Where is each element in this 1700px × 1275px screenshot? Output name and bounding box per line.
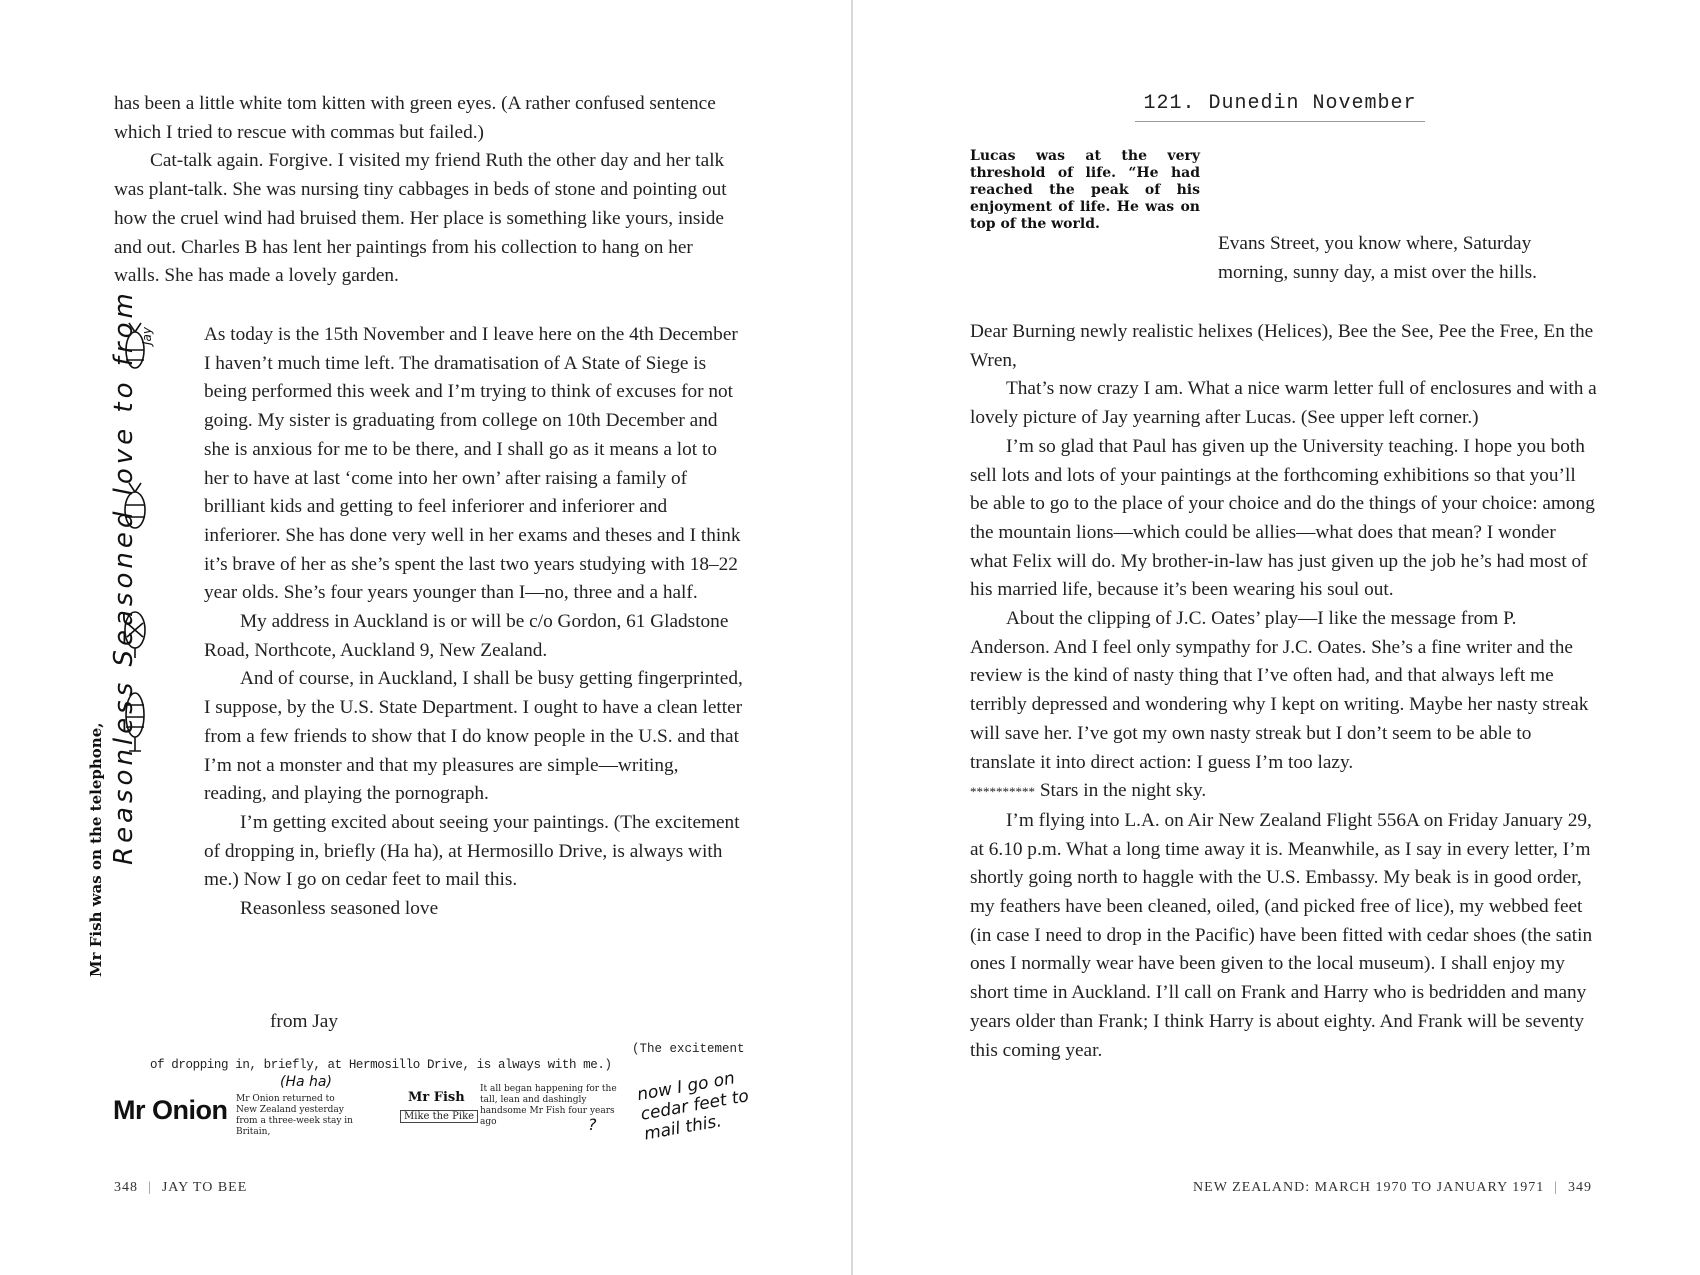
typed-line-2: of dropping in, briefly, at Hermosillo Drive, is always with me.)	[150, 1058, 612, 1072]
mr-fish-headline: Mr Fish	[408, 1090, 465, 1105]
letter-paragraph-3: And of course, in Auckland, I shall be busy getting fingerprinted, I suppose, by the U.S. State Department. I ought to have a clean letter from a few friends to show that I do know people in the U.S. and that I’m not a monster and that my pleasures are simple—writing, reading, and playing the pornograph.	[204, 668, 743, 805]
right-paragraph-1: That’s now crazy I am. What a nice warm letter full of enclosures and with a lovely picture of Jay yearning after Lucas. (See upper left corner.)	[970, 378, 1597, 429]
right-letter	[970, 318, 1598, 1065]
folio-separator: |	[148, 1180, 152, 1195]
mr-onion-headline: Mr Onion	[113, 1095, 228, 1125]
stars: **********	[970, 784, 1035, 800]
typed-line-1: (The excitement	[632, 1042, 745, 1056]
onion-clipping: Mr Onion returned to New Zealand yesterday from a three-week stay in Britain,	[236, 1094, 353, 1137]
margin-collage	[85, 289, 180, 985]
left-folio	[114, 1180, 247, 1196]
margin-small-note: Jay	[140, 327, 154, 345]
header-rule	[1135, 121, 1425, 122]
stars-line	[970, 777, 1598, 807]
opening-text: Evans Street, you know where, Saturday morning, sunny day, a mist over the hills.	[1218, 233, 1537, 283]
left-intro	[114, 90, 734, 291]
intro-paragraph-2: Cat-talk again. Forgive. I visited my friend Ruth the other day and her talk was plant-talk. She was nursing tiny cabbages in beds of stone and pointing out how the cruel wind had bruised them. Her place is something like yours, inside and out. Charles B has lent her paintings from his collection to hang on her walls. She has made a lovely garden.	[114, 150, 727, 287]
right-folio	[1193, 1180, 1592, 1196]
ha-ha-handwriting: (Ha ha)	[280, 1074, 332, 1090]
letter-paragraph-1: As today is the 15th November and I leave here on the 4th December I haven’t much time left. The dramatisation of A State of Siege is being performed this week and I’m trying to think of excuses for not going. My sister is graduating from college on 10th December and she is anxious for me to be there, and I shall go as it means a lot to her to have at last ‘come into her own’ after raising a family of brilliant kids and getting to feel inferiorer and inferiorer and inferiorer. She has done very well in her exams and theses and I think it’s brave of her as she’s spent the last two years studying with 18–22 year olds. She’s four years younger than I—no, three and a half.	[204, 324, 741, 604]
letter-header: 121. Dunedin November	[1143, 92, 1417, 115]
right-running-title: NEW ZEALAND: MARCH 1970 TO JANUARY 1971	[1193, 1180, 1545, 1195]
margin-clipping: Mr Fish was on the telephone,	[87, 722, 105, 977]
right-paragraph-2: I’m so glad that Paul has given up the University teaching. I hope you both sell lots and lots of your paintings at the forthcoming exhibitions so that you’ll be able to go to the place of your choice and do the things of your choice: among the mountain lions—which could be allies—what does that mean? I wonder what Felix will do. My brother-in-law has just given up the job he’s had most of his married life, because it’s been wearing his soul out.	[970, 435, 1595, 601]
left-page-number: 348	[114, 1180, 138, 1195]
margin-handwriting: Reasonless Seasoned love to from	[109, 289, 139, 865]
right-page-number: 349	[1568, 1180, 1592, 1195]
intro-paragraph-1: has been a little white tom kitten with green eyes. (A rather confused sentence which I tried to rescue with commas but failed.)	[114, 93, 716, 143]
lucas-clipping: Lucas was at the very threshold of life. “He had reached the peak of his enjoyment of life. He was on top of the world.	[970, 148, 1200, 232]
letter-paragraph-4: I’m getting excited about seeing your paintings. (The excitement of dropping in, briefly (Ha ha), at Hermosillo Drive, is always with me.) Now I go on cedar feet to mail this.	[204, 811, 740, 891]
left-running-title: JAY TO BEE	[161, 1180, 248, 1195]
salutation: Dear Burning newly realistic helixes (Helices), Bee the See, Pee the Free, En the Wren,	[970, 321, 1594, 371]
stars-text: Stars in the night sky.	[1039, 780, 1207, 802]
opening-line-1	[1218, 230, 1578, 287]
bottom-collage	[110, 1040, 760, 1160]
left-letter	[204, 321, 744, 924]
fish-clipping: It all began happening for the tall, lean and dashingly handsome Mr Fish four years ago	[480, 1084, 617, 1127]
signoff: from Jay	[270, 1011, 339, 1032]
folio-separator-right: |	[1554, 1180, 1558, 1195]
letter-paragraph-2: My address in Auckland is or will be c/o Gordon, 61 Gladstone Road, Northcote, Auckland 9, New Zealand.	[204, 611, 729, 661]
question-mark: ?	[588, 1115, 597, 1134]
fish-subtitle: Mike the Pike	[400, 1110, 478, 1123]
now-i-go-handwriting: now I go on cedar feet to mail this.	[635, 1068, 751, 1145]
letter-paragraph-5: Reasonless seasoned love	[240, 898, 439, 920]
right-paragraph-3: About the clipping of J.C. Oates’ play—I like the message from P. Anderson. And I feel only sympathy for J.C. Oates. She’s a fine writer and the review is the kind of nasty thing that I’ve often had, and that always left me terribly depressed and wondering why I kept on writing. Maybe her nasty streak will save her. I’ve got my own nasty streak but I don’t seem to be able to translate it into direct action: I guess I’m too lazy.	[970, 608, 1589, 773]
fish-doodles	[85, 305, 180, 985]
right-paragraph-4: I’m flying into L.A. on Air New Zealand Flight 556A on Friday January 29, at 6.10 p.m. What a long time away it is. Meanwhile, as I say in every letter, I’m shortly going north to haggle with the U.S. Embassy. My beak is in good order, my feathers have been cleaned, oiled, (and picked free of lice), my webbed feet (in case I need to drop in the Pacific) have been fitted with cedar shoes (the satin ones I normally wear have been given to the local museum). I shall enjoy my short time in Auckland. I’ll call on Frank and Harry who is bedridden and many years older than Frank; I think Harry is about eighty. And Frank will be seventy this coming year.	[970, 809, 1593, 1061]
